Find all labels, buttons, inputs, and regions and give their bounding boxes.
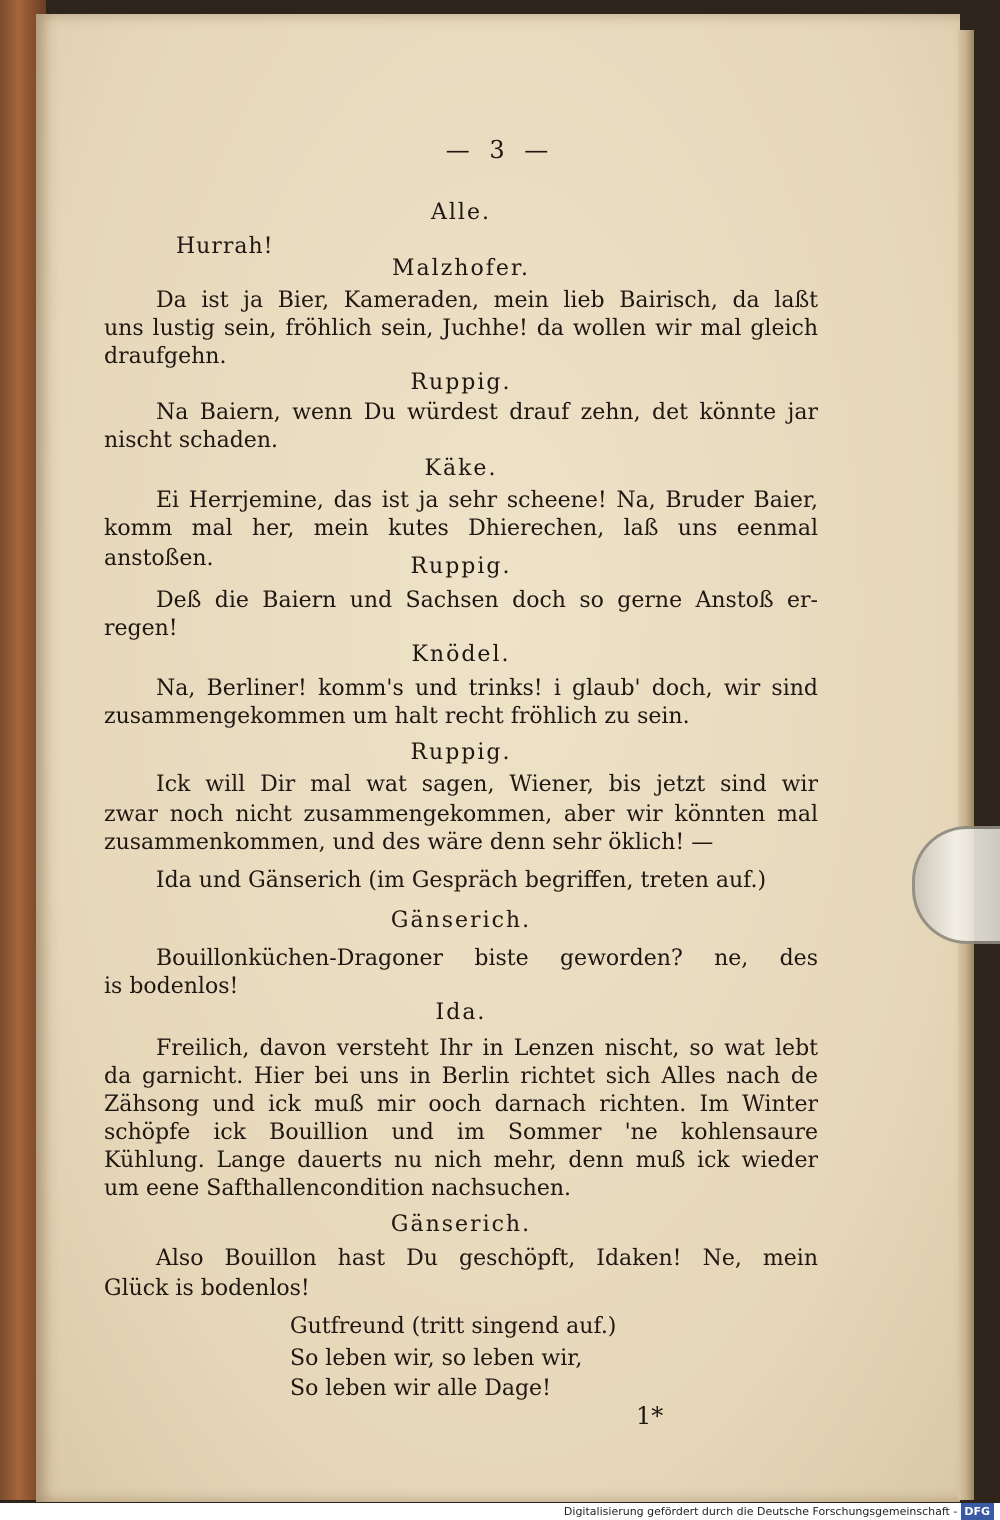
text-line-9: nischt schaden.	[104, 428, 278, 453]
text-line-16: Knödel.	[411, 642, 511, 667]
text-line-17: Na, Berliner! komm's und trinks! i glaub' doch, wir sind	[156, 676, 818, 701]
text-line-3: Malzhofer.	[392, 256, 530, 281]
text-line-28: Freilich, davon versteht Ihr in Lenzen nischt, so wat lebt	[156, 1036, 818, 1061]
signature-mark: 1*	[636, 1402, 664, 1430]
text-line-8: Na Baiern, wenn Du würdest drauf zehn, det könnte jar	[156, 400, 818, 425]
text-line-21: zwar noch nicht zusammengekommen, aber wir könnten mal	[104, 802, 818, 827]
text-line-18: zusammengekommen um halt recht fröhlich zu sein.	[104, 704, 690, 729]
text-line-10: Käke.	[424, 456, 498, 481]
text-line-4: Da ist ja Bier, Kameraden, mein lieb Bairisch, da laßt	[156, 288, 818, 313]
text-line-22: zusammenkommen, und des wäre denn sehr öklich! —	[104, 830, 714, 855]
text-line-30: Zähsong und ick muß mir ooch darnach richten. Im Winter	[104, 1092, 818, 1117]
text-line-31: schöpfe ick Bouillion und im Sommer 'ne kohlensaure	[104, 1120, 818, 1145]
page-number: — 3 —	[445, 136, 555, 164]
text-line-32: Kühlung. Lange dauerts nu nich mehr, denn muß ick wieder	[104, 1148, 818, 1173]
text-line-7: Ruppig.	[410, 370, 512, 395]
text-line-27: Ida.	[435, 1000, 487, 1025]
footer-credit: Digitalisierung gefördert durch die Deutsche Forschungsgemeinschaft -	[563, 1505, 958, 1518]
text-line-25: Bouillonküchen-Dragoner biste geworden? ne, des	[156, 946, 818, 971]
text-line-34: Gänserich.	[390, 1212, 532, 1237]
text-line-14: Deß die Baiern und Sachsen doch so gerne Anstoß er-	[156, 588, 818, 613]
page-edge-right	[958, 30, 974, 1500]
text-line-38: So leben wir, so leben wir,	[290, 1346, 583, 1371]
text-line-15: regen!	[104, 616, 178, 641]
text-line-6: draufgehn.	[104, 344, 227, 369]
text-line-24: Gänserich.	[390, 908, 532, 933]
text-line-33: um eene Safthallencondition nachsuchen.	[104, 1176, 572, 1201]
text-line-11: Ei Herrjemine, das ist ja sehr scheene! Na, Bruder Baier,	[156, 488, 818, 513]
text-line-26: is bodenlos!	[104, 974, 239, 999]
text-line-1: Alle.	[431, 200, 491, 225]
footer-bar	[0, 1503, 1000, 1520]
dfg-logo: DFG	[961, 1503, 994, 1520]
text-line-23: Ida und Gänserich (im Gespräch begriffen, treten auf.)	[155, 868, 767, 893]
text-line-29: da garnicht. Hier bei uns in Berlin richtet sich Alles nach de	[104, 1064, 818, 1089]
text-line-39: So leben wir alle Dage!	[290, 1376, 551, 1401]
text-line-13: Ruppig.	[410, 554, 512, 579]
text-line-36: Glück is bodenlos!	[104, 1276, 310, 1301]
text-line-35: Also Bouillon hast Du geschöpft, Idaken! Ne, mein	[156, 1246, 818, 1271]
text-line-20: Ick will Dir mal wat sagen, Wiener, bis jetzt sind wir	[156, 772, 818, 797]
text-line-19: Ruppig.	[410, 740, 512, 765]
text-line-12: komm mal her, mein kutes Dhierechen, laß uns eenmal anstoßen.	[104, 516, 818, 571]
text-line-2: Hurrah!	[176, 234, 274, 259]
text-line-5: uns lustig sein, fröhlich sein, Juchhe! da wollen wir mal gleich	[104, 316, 818, 341]
text-line-37: Gutfreund (tritt singend auf.)	[290, 1314, 617, 1339]
